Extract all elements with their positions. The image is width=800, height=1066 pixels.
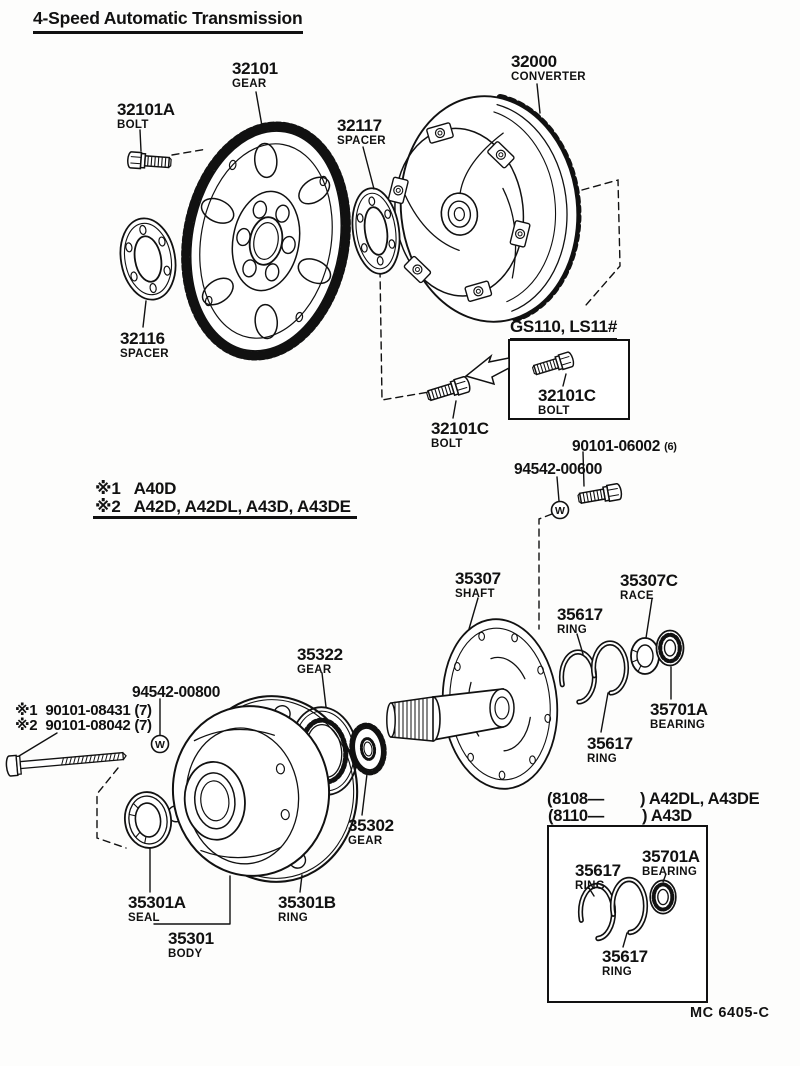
part-desc: RACE	[620, 590, 654, 602]
part-desc: BODY	[168, 948, 203, 960]
part-desc: RING	[557, 624, 587, 636]
part-number: 32000	[511, 52, 557, 71]
part-desc: SHAFT	[455, 588, 495, 600]
part-label-32101C-inset	[538, 387, 596, 418]
note-text: 90101-08431 (7)	[45, 702, 152, 719]
leader-32116	[143, 301, 146, 327]
part-desc: SPACER	[120, 348, 169, 360]
part-qty: (6)	[664, 441, 677, 453]
bolt-note-2	[15, 718, 152, 733]
part-desc: BEARING	[642, 866, 698, 878]
note-prefix: ※2	[15, 717, 38, 734]
part-label-35301	[168, 930, 214, 961]
oil-seal-35301A-drawing	[121, 789, 174, 851]
inset-models-2: ) A43D	[642, 807, 692, 825]
part-label-94542-00600	[514, 462, 602, 478]
part-desc: BEARING	[650, 719, 706, 731]
part-number: 35617	[575, 861, 621, 880]
part-number: 35307C	[620, 571, 678, 590]
part-desc: CONVERTER	[511, 71, 586, 83]
washer-w-glyph: W	[555, 505, 565, 517]
part-number: 35301A	[128, 893, 186, 912]
part-number: 35301B	[278, 893, 336, 912]
part-number: 32101C	[538, 386, 596, 405]
inset-range-1: (8108—	[547, 790, 604, 808]
part-number: 35701A	[650, 700, 708, 719]
leader-bottom-notes-bolt	[19, 733, 57, 756]
part-number: 90101-06002	[572, 438, 661, 455]
model-note-2	[95, 498, 351, 515]
leader-35302	[362, 774, 367, 815]
drive-plate-gear-drawing	[168, 113, 364, 369]
part-label-32116	[120, 330, 169, 361]
part-number: 35307	[455, 569, 501, 588]
part-label-35302	[348, 817, 394, 848]
leader-35617-lower	[601, 693, 608, 732]
note-text: 90101-08042 (7)	[45, 717, 152, 734]
inset-models-1: ) A42DL, A43DE	[640, 790, 760, 808]
part-desc: RING	[602, 966, 632, 978]
leader-94542-00600	[557, 477, 559, 501]
part-number: 32116	[120, 329, 165, 348]
leader-35307C	[646, 599, 652, 638]
part-label-35301B	[278, 894, 336, 925]
snap-ring-35617-1-drawing	[562, 652, 595, 702]
part-desc: GEAR	[348, 835, 383, 847]
part-number: 32117	[337, 116, 382, 135]
race-35307C-drawing	[631, 638, 659, 674]
leader-32101	[256, 92, 262, 126]
leader-32101C	[453, 401, 456, 418]
dash-bolt-to-plate	[172, 149, 207, 155]
snap-ring-35617-2-drawing	[594, 643, 627, 693]
part-label-35617-inset-bottom	[602, 948, 648, 979]
spacer-32116-drawing	[114, 214, 181, 304]
bolt-32101C-drawing	[425, 376, 471, 404]
dash-bolt-to-body	[97, 768, 126, 848]
dash-converter-bracket	[582, 180, 620, 305]
part-label-32101A	[117, 101, 175, 132]
part-label-94542-00800	[132, 685, 220, 701]
bolt-location-arrow	[466, 356, 509, 384]
bolt-90101-084xx-drawing	[6, 746, 127, 776]
dash-spacer-to-bolt	[380, 270, 435, 400]
part-number: 32101A	[117, 100, 175, 119]
part-number: 32101C	[431, 419, 489, 438]
part-label-35301A	[128, 894, 186, 925]
part-label-90101-06002	[572, 439, 677, 455]
part-number: 94542-00800	[132, 684, 221, 701]
note-text: A42D, A42DL, A43D, A43DE	[133, 497, 351, 516]
part-label-35307C	[620, 572, 678, 603]
gs110-inset-caption: GS110, LS11#	[510, 318, 617, 340]
washer-94542-00600-symbol	[552, 502, 569, 519]
part-number: 35617	[602, 947, 648, 966]
part-desc: BOLT	[117, 119, 149, 131]
inset-range-2: (8110—	[548, 807, 604, 825]
part-label-35701A	[650, 701, 708, 732]
part-number: 32101	[232, 59, 278, 78]
torque-converter-drawing	[378, 87, 588, 331]
part-number: 35701A	[642, 847, 700, 866]
note-underline	[93, 516, 357, 519]
leader-32101A	[140, 130, 141, 151]
part-label-35307	[455, 570, 501, 601]
part-label-32000	[511, 53, 586, 84]
leader-32117	[363, 147, 374, 189]
note-prefix: ※1	[15, 702, 38, 719]
bolt-90101-06002-drawing	[577, 483, 622, 506]
part-number: 35617	[557, 605, 603, 624]
pump-shaft-plate-drawing	[387, 614, 564, 793]
part-desc: GEAR	[232, 78, 267, 90]
part-desc: SEAL	[128, 912, 160, 924]
part-number: 35617	[587, 734, 633, 753]
part-desc: RING	[587, 753, 617, 765]
bolt-note-1	[15, 703, 152, 718]
part-label-32117	[337, 117, 386, 148]
part-label-35617-lower	[587, 735, 633, 766]
part-number: 35301	[168, 929, 214, 948]
bearing-35701A-drawing	[657, 631, 684, 666]
page-title: 4-Speed Automatic Transmission	[33, 8, 303, 34]
dash-washer-to-shaft	[539, 514, 552, 629]
note-text: A40D	[133, 479, 177, 498]
bearing-35701A-inset-drawing	[650, 880, 676, 913]
leader-35322	[322, 673, 326, 707]
model-note-1	[95, 480, 176, 497]
part-desc: SPACER	[337, 135, 386, 147]
part-desc: GEAR	[297, 664, 332, 676]
part-label-35617-upper	[557, 606, 603, 637]
leader-32000	[537, 84, 540, 113]
part-desc: BOLT	[431, 438, 463, 450]
note-prefix: ※1	[95, 479, 121, 498]
diagram-code: MC 6405-C	[690, 1005, 770, 1021]
part-label-35701A-inset	[642, 848, 700, 879]
part-number: 35302	[348, 816, 394, 835]
part-label-32101C	[431, 420, 489, 451]
part-label-35617-inset-top	[575, 862, 621, 893]
bolt-32101A-drawing	[127, 152, 171, 171]
part-desc: RING	[575, 880, 605, 892]
part-label-32101	[232, 60, 278, 91]
note-prefix: ※2	[95, 497, 121, 516]
washer-w-glyph: W	[155, 739, 165, 751]
washer-94542-00800-symbol	[152, 736, 169, 753]
part-number: 94542-00600	[514, 461, 603, 478]
part-desc: BOLT	[538, 405, 570, 417]
part-desc: RING	[278, 912, 308, 924]
part-number: 35322	[297, 645, 343, 664]
part-label-35322	[297, 646, 343, 677]
